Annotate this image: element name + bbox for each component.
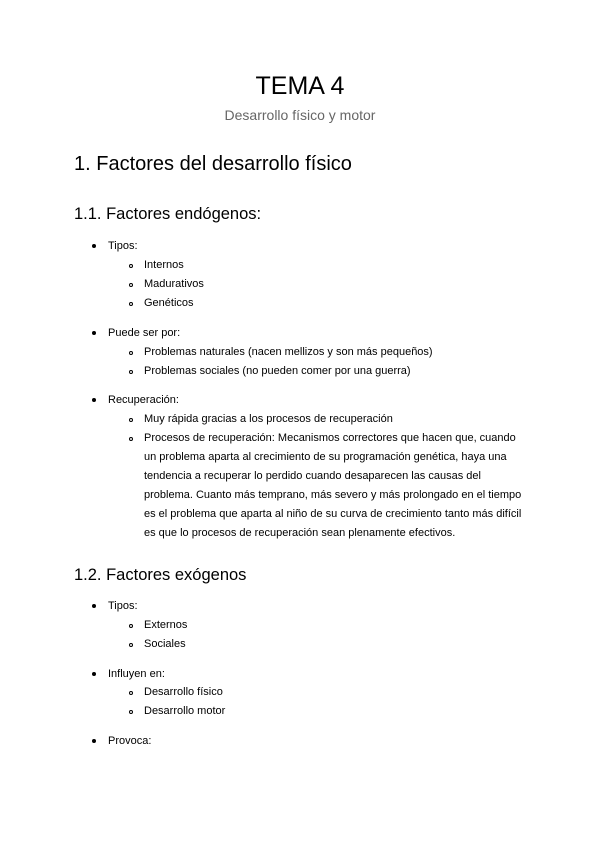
paragraph-line: un problema aparta al crecimiento de su programación genética, haya una bbox=[144, 451, 507, 463]
list-item: Problemas sociales (no pueden comer por una guerra) bbox=[144, 365, 411, 377]
list-item: Desarrollo motor bbox=[144, 705, 226, 717]
bullet-icon bbox=[92, 331, 96, 335]
subsection-heading-exogenos: 1.2. Factores exógenos bbox=[74, 566, 247, 584]
circle-bullet-icon bbox=[129, 370, 133, 374]
circle-bullet-icon bbox=[129, 283, 133, 287]
circle-bullet-icon bbox=[129, 691, 133, 695]
document-title: TEMA 4 bbox=[255, 72, 345, 100]
bullet-icon bbox=[92, 739, 96, 743]
list-item: Sociales bbox=[144, 638, 186, 650]
circle-bullet-icon bbox=[129, 437, 133, 441]
circle-bullet-icon bbox=[129, 710, 133, 714]
circle-bullet-icon bbox=[129, 643, 133, 647]
list-item-label: Tipos: bbox=[108, 600, 138, 612]
list-item: Problemas naturales (nacen mellizos y son más pequeños) bbox=[144, 346, 433, 358]
list-item-label: Recuperación: bbox=[108, 394, 179, 406]
list-item-paragraph bbox=[144, 429, 534, 543]
list-item: Genéticos bbox=[144, 297, 194, 309]
paragraph-line: Procesos de recuperación: Mecanismos correctores que hacen que, cuando bbox=[144, 432, 516, 444]
list-item-label: Tipos: bbox=[108, 240, 138, 252]
section-heading: 1. Factores del desarrollo físico bbox=[74, 153, 352, 175]
paragraph-line: tendencia a recuperar lo perdido cuando desaparecen las causas del bbox=[144, 470, 481, 482]
bullet-icon bbox=[92, 244, 96, 248]
list-item-label: Influyen en: bbox=[108, 668, 165, 680]
circle-bullet-icon bbox=[129, 302, 133, 306]
list-item-label: Provoca: bbox=[108, 735, 152, 747]
list-item-label: Puede ser por: bbox=[108, 327, 181, 339]
circle-bullet-icon bbox=[129, 418, 133, 422]
circle-bullet-icon bbox=[129, 264, 133, 268]
bullet-icon bbox=[92, 604, 96, 608]
list-item: Desarrollo físico bbox=[144, 686, 223, 698]
paragraph-line: problema. Cuanto más temprano, más severo y más prolongado en el tiempo bbox=[144, 489, 522, 501]
paragraph-line: es que lo procesos de recuperación sean plenamente efectivos. bbox=[144, 527, 456, 539]
list-item: Externos bbox=[144, 619, 188, 631]
subsection-heading-endogenos: 1.1. Factores endógenos: bbox=[74, 205, 262, 223]
circle-bullet-icon bbox=[129, 624, 133, 628]
document-subtitle: Desarrollo físico y motor bbox=[224, 107, 376, 123]
list-item: Madurativos bbox=[144, 278, 204, 290]
bullet-icon bbox=[92, 398, 96, 402]
bullet-icon bbox=[92, 672, 96, 676]
circle-bullet-icon bbox=[129, 351, 133, 355]
list-item: Internos bbox=[144, 259, 184, 271]
paragraph-line: es el problema que aparta al niño de su curva de crecimiento tanto más difícil bbox=[144, 508, 522, 520]
list-item: Muy rápida gracias a los procesos de recuperación bbox=[144, 413, 393, 425]
